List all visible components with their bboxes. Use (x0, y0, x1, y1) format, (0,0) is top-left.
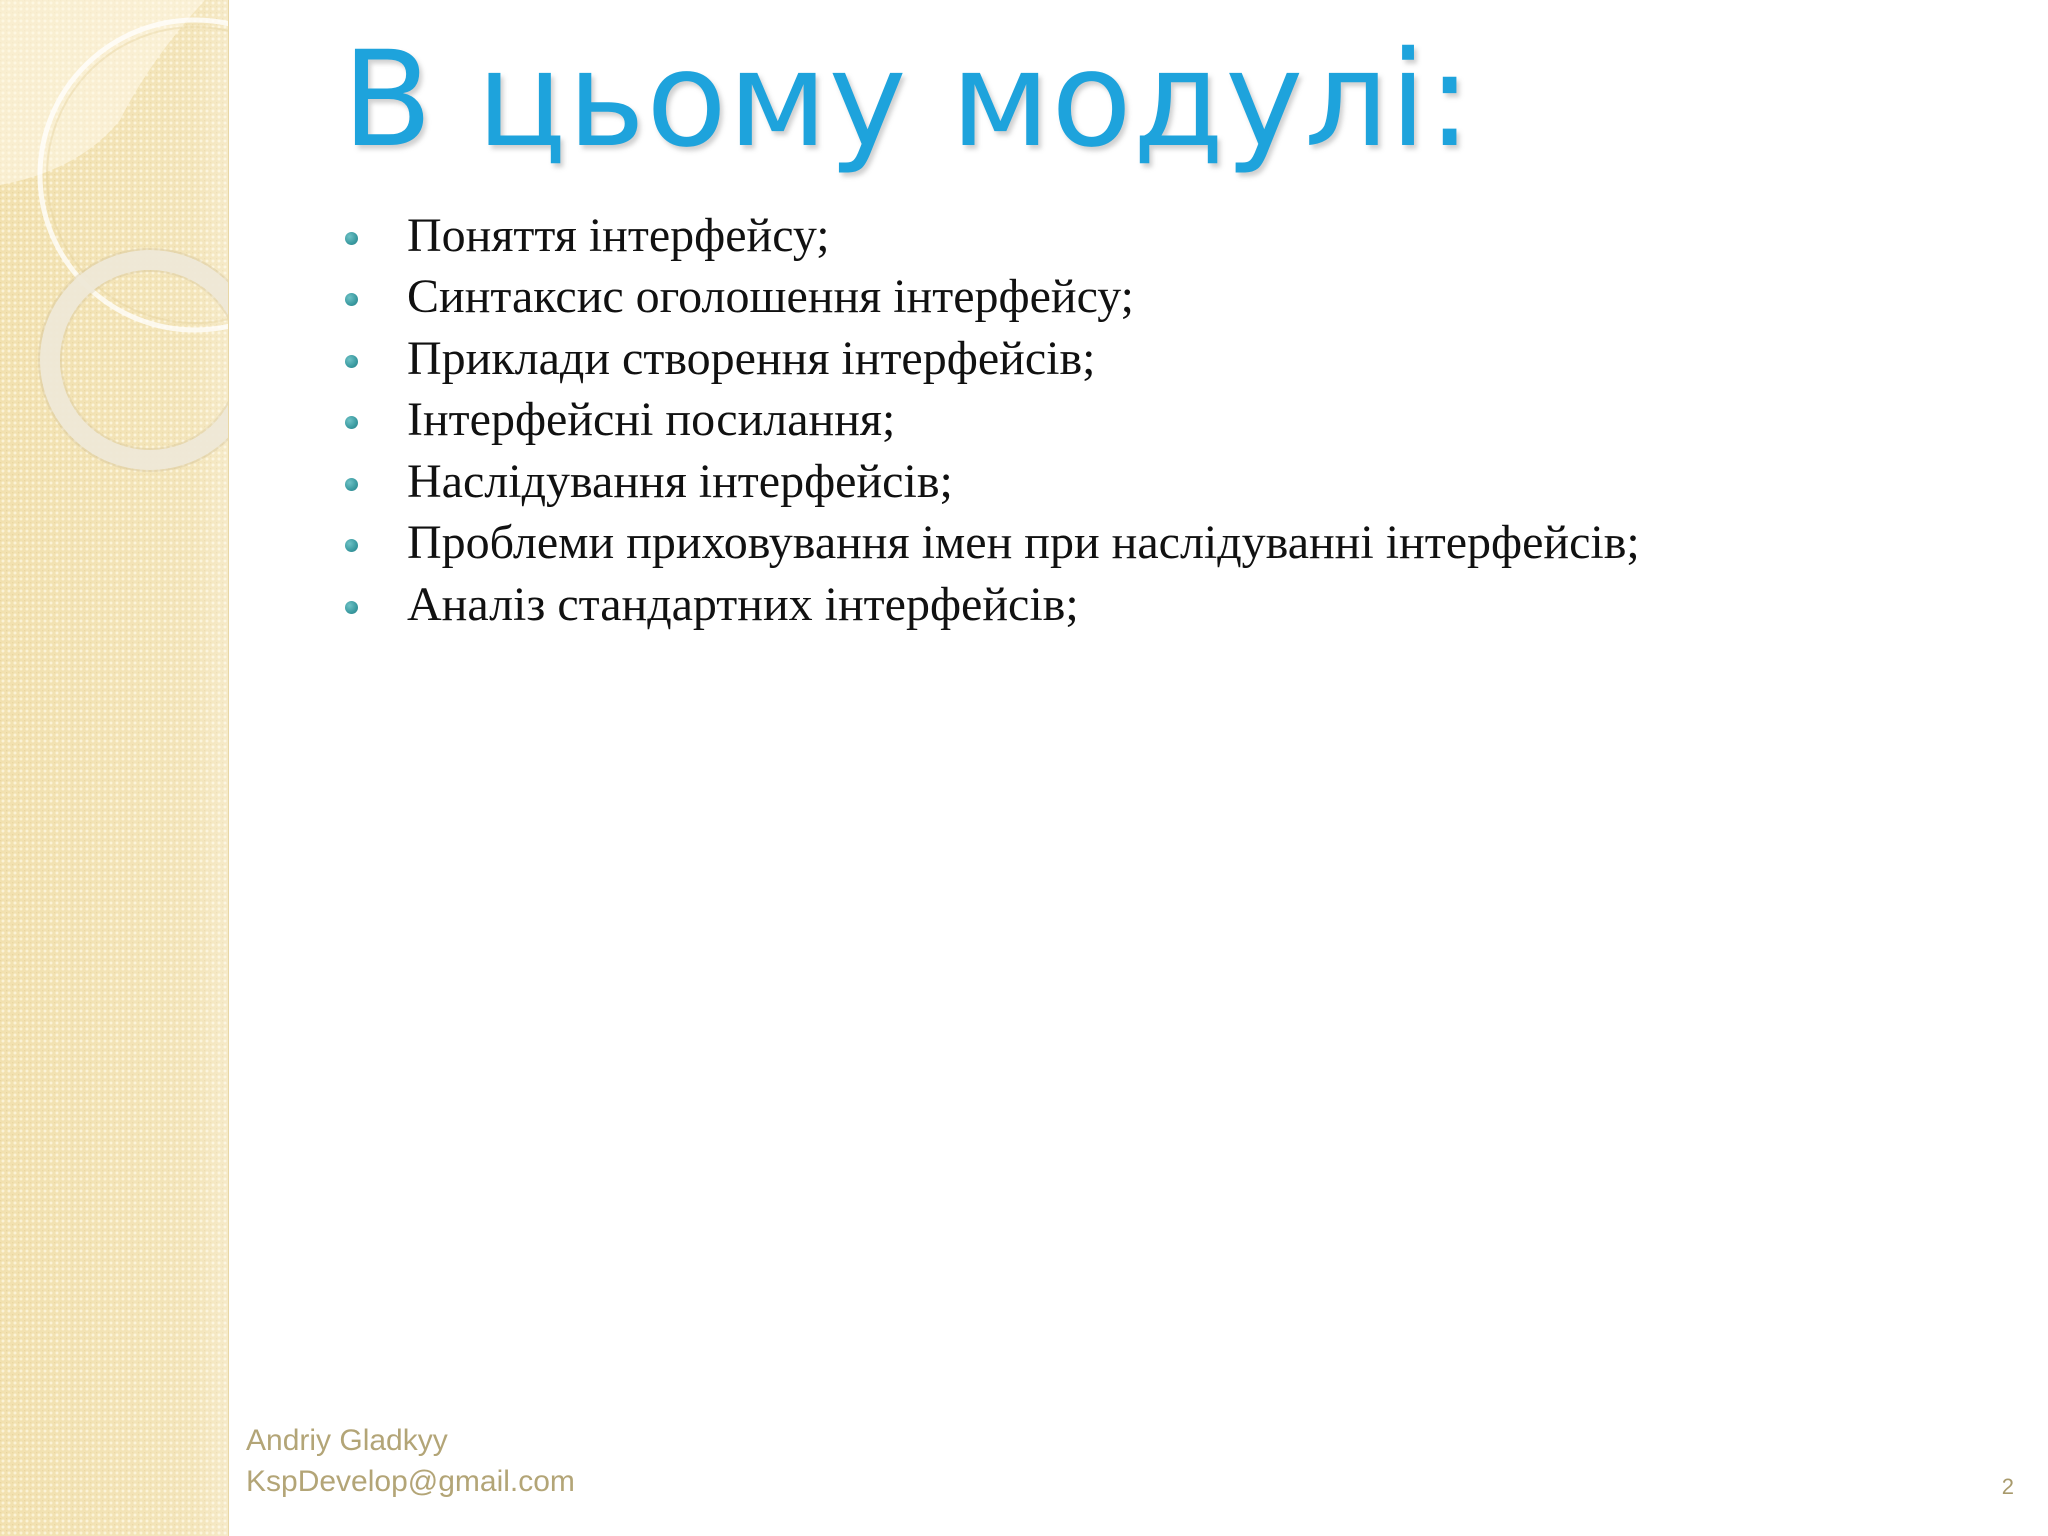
list-item (342, 513, 1640, 575)
author-name: Andriy Gladkyy (246, 1424, 448, 1457)
list-item (342, 390, 1640, 452)
list-item-text: Приклади створення інтерфейсів; (407, 331, 1096, 385)
slide-title: В цьому модулі: (342, 23, 1473, 177)
teal-dot-icon (345, 355, 358, 368)
list-item (342, 205, 1640, 267)
footer-author-block (246, 1421, 575, 1502)
list-item (342, 451, 1640, 513)
teal-dot-icon (345, 232, 358, 245)
ring-ornament-icon (0, 0, 228, 520)
list-item-text: Наслідування інтерфейсів; (407, 454, 953, 508)
page-number: 2 (2001, 1474, 2014, 1499)
list-item-text: Поняття інтерфейсу; (407, 208, 830, 262)
list-item-text: Аналіз стандартних інтерфейсів; (407, 577, 1079, 631)
topic-list (342, 205, 1640, 636)
list-item (342, 574, 1640, 636)
list-item (342, 267, 1640, 329)
list-item-text: Проблеми приховування імен при наслідуванні інтерфейсів; (407, 516, 1640, 570)
teal-dot-icon (345, 293, 358, 306)
teal-dot-icon (345, 539, 358, 552)
list-item (342, 328, 1640, 390)
teal-dot-icon (345, 601, 358, 614)
list-item-text: Синтаксис оголошення інтерфейсу; (407, 270, 1134, 324)
teal-dot-icon (345, 416, 358, 429)
list-item-text: Інтерфейсні посилання; (407, 393, 896, 447)
author-email: KspDevelop@gmail.com (246, 1464, 575, 1498)
teal-dot-icon (345, 478, 358, 491)
